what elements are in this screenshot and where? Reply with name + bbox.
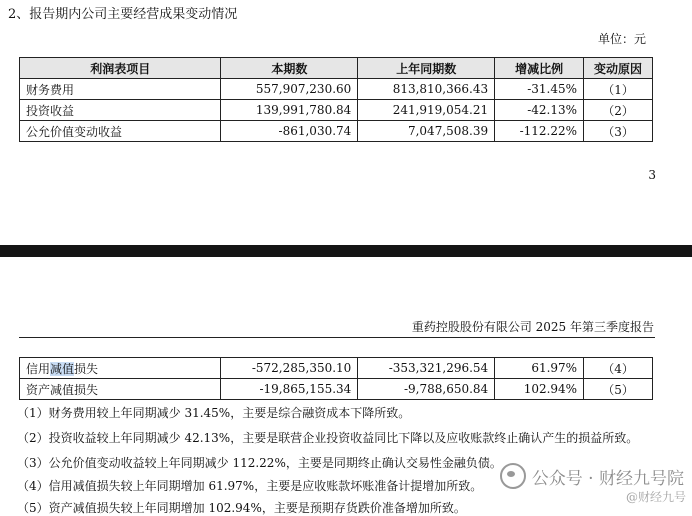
page-break-divider <box>0 245 692 257</box>
table-row <box>20 121 653 142</box>
col-header-reason: 变动原因 <box>584 58 653 79</box>
cell-current: -19,865,155.34 <box>221 379 358 400</box>
note-3: （3）公允价值变动收益较上年同期减少 112.22%，主要是同期终止确认交易性金融负债。 <box>17 456 502 470</box>
cell-current: -572,285,350.10 <box>221 358 358 379</box>
cell-current: 139,991,780.84 <box>221 100 358 121</box>
table-row <box>20 379 653 400</box>
note-1: （1）财务费用较上年同期减少 31.45%，主要是综合融资成本下降所致。 <box>17 406 411 420</box>
cell-change: 102.94% <box>495 379 584 400</box>
header-rule <box>19 337 655 338</box>
note-4: （4）信用减值损失较上年同期增加 61.97%，主要是应收账款坏账准备计提增加所致。 <box>17 479 483 493</box>
note-2: （2）投资收益较上年同期减少 42.13%，主要是联营企业投资收益同比下降以及应收账款终止确认产生的损益所致。 <box>17 431 639 445</box>
cell-item: 公允价值变动收益 <box>20 121 221 142</box>
cell-change: -112.22% <box>495 121 584 142</box>
unit-label: 单位：元 <box>597 32 646 46</box>
cell-reason: （1） <box>584 79 653 100</box>
cell-change: -42.13% <box>495 100 584 121</box>
note-5: （5）资产减值损失较上年同期增加 102.94%，主要是预期存货跌价准备增加所致。 <box>17 501 466 515</box>
table-row <box>20 79 653 100</box>
table-header-row <box>20 58 653 79</box>
watermark-sub: @财经九号 <box>625 490 686 504</box>
item-text-pre: 资产减值损失 <box>26 382 99 397</box>
report-header: 重药控股股份有限公司 2025 年第三季度报告 <box>411 320 654 334</box>
section-title: 2、报告期内公司主要经营成果变动情况 <box>8 7 238 22</box>
col-header-change: 增减比例 <box>495 58 584 79</box>
table-row <box>20 100 653 121</box>
cell-reason: （3） <box>584 121 653 142</box>
cell-prior: 241,919,054.21 <box>358 100 495 121</box>
wechat-icon <box>500 463 526 489</box>
cell-current: 557,907,230.60 <box>221 79 358 100</box>
cell-change: -31.45% <box>495 79 584 100</box>
cell-reason: （5） <box>584 379 653 400</box>
cell-item: 投资收益 <box>20 100 221 121</box>
cell-item <box>20 358 221 379</box>
page-number: 3 <box>648 168 656 182</box>
cell-change: 61.97% <box>495 358 584 379</box>
cell-prior: -9,788,650.84 <box>358 379 495 400</box>
col-header-prior: 上年同期数 <box>358 58 495 79</box>
cell-reason: （4） <box>584 358 653 379</box>
selected-text-highlight[interactable]: 减值 <box>50 361 75 376</box>
cell-item: 财务费用 <box>20 79 221 100</box>
watermark-text: 公众号 · 财经九号院 <box>531 468 684 489</box>
cell-current: -861,030.74 <box>221 121 358 142</box>
watermark <box>500 463 684 489</box>
item-text-post: 损失 <box>74 361 99 376</box>
table-row <box>20 358 653 379</box>
cell-item <box>20 379 221 400</box>
profit-table <box>19 57 653 142</box>
impairment-table <box>19 357 653 400</box>
cell-reason: （2） <box>584 100 653 121</box>
col-header-current: 本期数 <box>221 58 358 79</box>
cell-prior: 7,047,508.39 <box>358 121 495 142</box>
cell-prior: 813,810,366.43 <box>358 79 495 100</box>
cell-prior: -353,321,296.54 <box>358 358 495 379</box>
col-header-item: 利润表项目 <box>20 58 221 79</box>
item-text-pre: 信用 <box>26 361 51 376</box>
